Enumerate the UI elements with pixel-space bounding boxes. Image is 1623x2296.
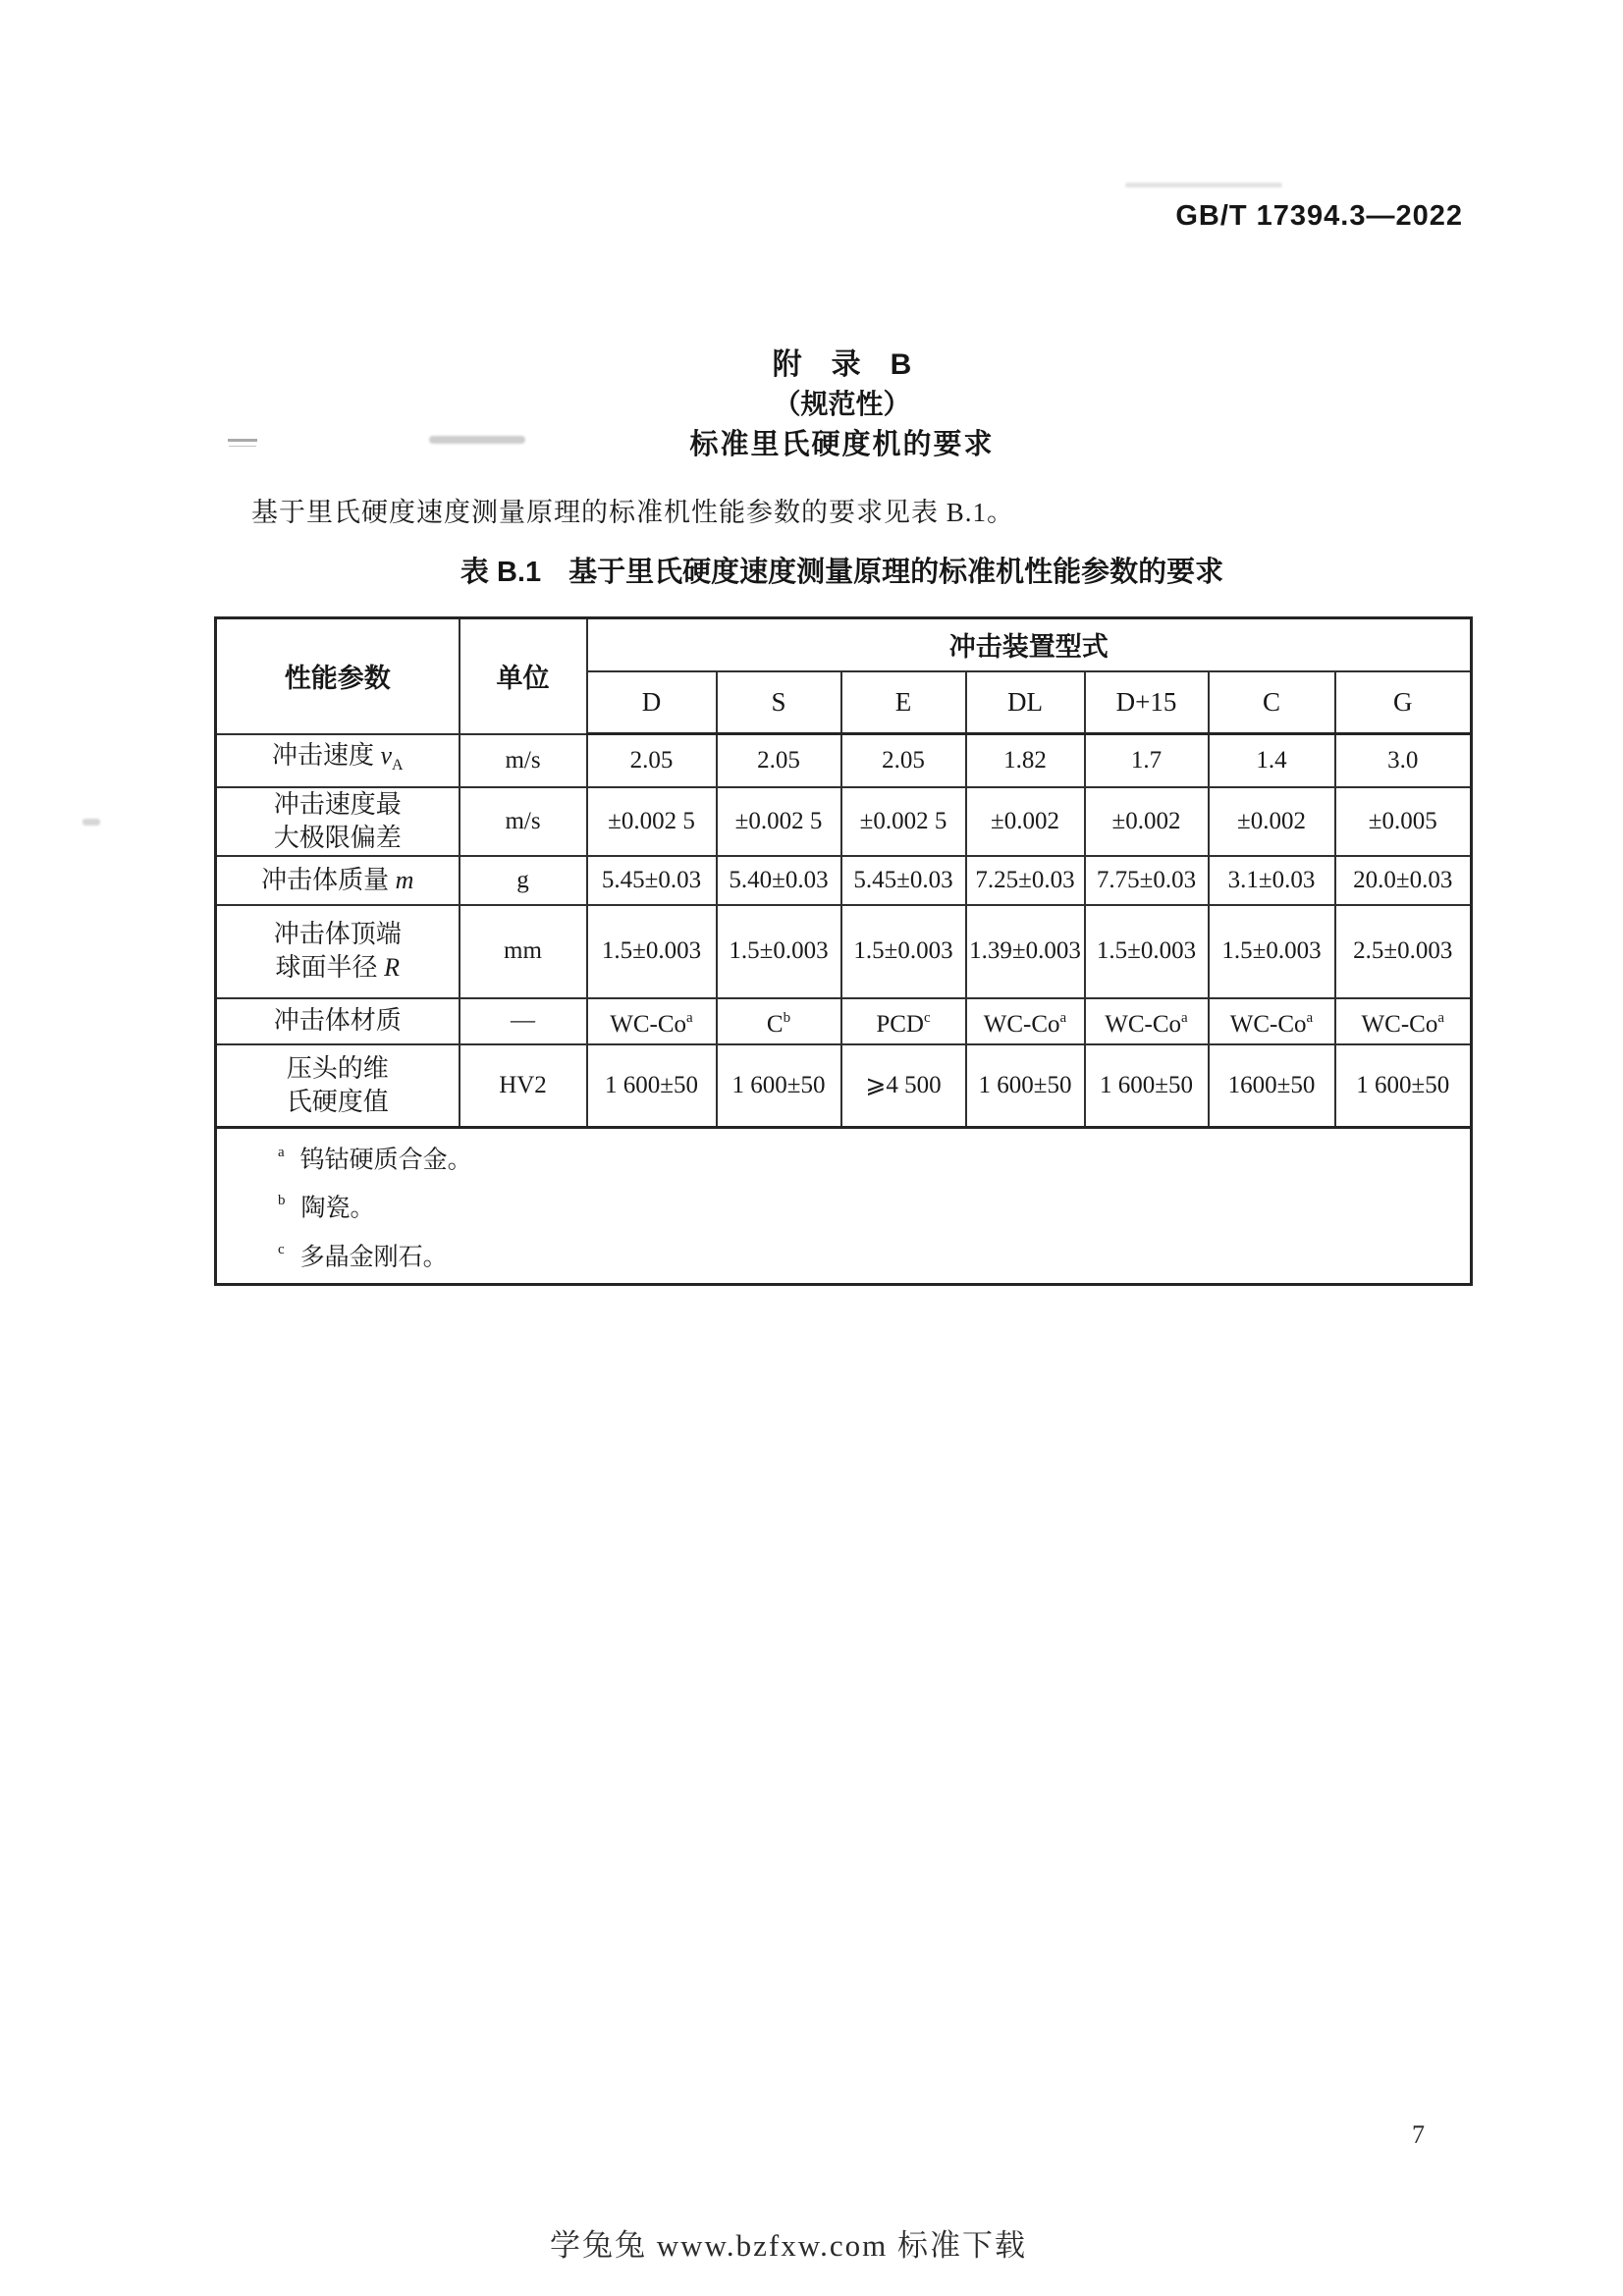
cell-text: WC-Co — [1229, 1010, 1307, 1038]
cell-text: 冲击体质量 — [261, 865, 396, 894]
cell-text: 1.82 — [1003, 746, 1047, 774]
footnote-marker: b — [278, 1193, 286, 1209]
cell-text: 1600±50 — [1227, 1071, 1316, 1098]
value-cell — [966, 856, 1085, 905]
row-label-cell — [216, 734, 460, 787]
header-unit: 单位 — [460, 618, 587, 734]
cell-text: 冲击速度 — [271, 740, 381, 770]
cell-text: HV2 — [499, 1071, 547, 1098]
cell-text: WC-Co — [1105, 1010, 1182, 1038]
cell-text: 1.5±0.003 — [1221, 937, 1322, 964]
footnotes-cell — [216, 1128, 1472, 1285]
cell-text: 1 600±50 — [731, 1071, 826, 1098]
cell-text: ±0.005 — [1368, 807, 1437, 834]
value-cell — [1209, 905, 1335, 998]
cell-text: 1 600±50 — [1356, 1071, 1450, 1098]
cell-text: 1.5±0.003 — [853, 937, 953, 964]
value-cell — [1085, 905, 1209, 998]
value-cell — [1085, 1044, 1209, 1128]
cell-text: mm — [504, 937, 542, 964]
value-cell — [966, 734, 1085, 787]
value-cell — [841, 905, 966, 998]
cell-text: 1.5±0.003 — [1096, 937, 1197, 964]
doc-number: GB/T 17394.3—2022 — [1175, 200, 1463, 232]
cell-text: 2.05 — [629, 746, 674, 774]
cell-text: ±0.002 5 — [734, 807, 823, 834]
row-label-cell — [216, 905, 460, 998]
cell-text: WC-Co — [983, 1010, 1060, 1038]
row-label-cell — [216, 1044, 460, 1128]
table-row — [216, 905, 1472, 998]
cell-text: ±0.002 — [991, 807, 1059, 834]
cell-text: 5.40±0.03 — [729, 866, 829, 893]
footnote-text: 钨钴硬质合金。 — [299, 1147, 472, 1174]
cell-text: 冲击速度最 — [273, 789, 402, 819]
cell-text: ±0.002 — [1111, 807, 1181, 834]
caption-text: 基于里氏硬度速度测量原理的标准机性能参数的要求 — [568, 557, 1224, 588]
cell-text: 3.0 — [1387, 746, 1419, 774]
value-cell — [841, 998, 966, 1044]
value-cell — [717, 734, 841, 787]
cell-text: 冲击体材质 — [273, 1006, 402, 1035]
value-cell — [587, 787, 717, 856]
cell-text: v — [380, 740, 392, 770]
table-row — [216, 734, 1472, 787]
cell-text: 5.45±0.03 — [601, 866, 702, 893]
unit-cell — [460, 1044, 587, 1128]
cell-text: a — [1181, 1009, 1188, 1026]
unit-cell — [460, 787, 587, 856]
cell-text: WC-Co — [610, 1010, 687, 1038]
row-label-cell — [216, 856, 460, 905]
appendix-title: 附 录 B — [772, 348, 912, 381]
footnote-text: 陶瓷。 — [300, 1195, 375, 1222]
cell-text: 1.5±0.003 — [601, 937, 702, 964]
cell-text: 7.25±0.03 — [975, 866, 1075, 893]
value-cell — [1085, 787, 1209, 856]
cell-text: 1 600±50 — [1100, 1071, 1193, 1098]
cell-text: 1 600±50 — [978, 1071, 1072, 1098]
value-cell — [1335, 734, 1472, 787]
value-cell — [1209, 1044, 1335, 1128]
cell-text: a — [1437, 1009, 1444, 1026]
value-cell — [587, 998, 717, 1044]
cell-text: g — [516, 866, 529, 893]
appendix-subtitle: （规范性） — [773, 389, 911, 419]
footnote-text: 多晶金刚石。 — [299, 1243, 448, 1270]
cell-text: a — [1059, 1009, 1067, 1026]
device-type-header: D+15 — [1085, 671, 1209, 734]
cell-text: 2.05 — [882, 746, 925, 774]
scan-artifact — [82, 819, 100, 826]
footnote-marker: a — [278, 1145, 285, 1160]
cell-text: m — [395, 865, 414, 894]
unit-cell — [460, 856, 587, 905]
cell-text: 氏硬度值 — [286, 1087, 389, 1116]
device-type-header: E — [841, 671, 966, 734]
value-cell — [1209, 787, 1335, 856]
cell-text: 1.5±0.003 — [729, 937, 829, 964]
cell-text: 1.4 — [1256, 746, 1287, 774]
device-type-header: C — [1209, 671, 1335, 734]
cell-text: 7.75±0.03 — [1096, 866, 1197, 893]
cell-text: b — [783, 1009, 791, 1026]
cell-text: 1 600±50 — [605, 1071, 698, 1098]
cell-text: 压头的维 — [286, 1053, 389, 1083]
cell-text: WC-Co — [1361, 1010, 1438, 1038]
header-device-group: 冲击装置型式 — [587, 618, 1472, 671]
value-cell — [587, 1044, 717, 1128]
header-param: 性能参数 — [216, 618, 460, 734]
value-cell — [841, 734, 966, 787]
intro-paragraph: 基于里氏硬度速度测量原理的标准机性能参数的要求见表 B.1。 — [251, 498, 1015, 527]
cell-text: ±0.002 5 — [608, 807, 695, 834]
table-row — [216, 787, 1472, 856]
value-cell — [1335, 1044, 1472, 1128]
cell-text: 1.39±0.003 — [969, 937, 1081, 964]
row-label-cell — [216, 998, 460, 1044]
cell-text: A — [392, 756, 404, 774]
footnote-line — [278, 1186, 1468, 1225]
footnotes-row — [216, 1128, 1472, 1285]
cell-text: PCD — [876, 1010, 924, 1038]
cell-text: m/s — [505, 807, 541, 834]
value-cell — [587, 856, 717, 905]
performance-table — [214, 616, 1473, 1286]
table-row — [216, 1044, 1472, 1128]
device-type-header: D — [587, 671, 717, 734]
caption-label: 表 B.1 — [460, 557, 542, 588]
device-type-header: G — [1335, 671, 1472, 734]
value-cell — [717, 856, 841, 905]
appendix-heading: 标准里氏硬度机的要求 — [689, 429, 995, 460]
device-type-header: S — [717, 671, 841, 734]
cell-text: 冲击体顶端 — [273, 920, 402, 948]
footer-watermark: 学兔兔 www.bzfxw.com 标准下载 — [550, 2228, 1027, 2263]
scan-artifact — [1125, 183, 1282, 187]
value-cell — [1335, 998, 1472, 1044]
page-number: 7 — [1412, 2120, 1425, 2149]
footnote-line — [278, 1235, 1468, 1274]
table-header-row — [216, 618, 1472, 671]
value-cell — [841, 787, 966, 856]
cell-text: 2.5±0.003 — [1353, 937, 1453, 964]
value-cell — [1209, 734, 1335, 787]
value-cell — [966, 1044, 1085, 1128]
value-cell — [1085, 734, 1209, 787]
value-cell — [717, 787, 841, 856]
value-cell — [966, 787, 1085, 856]
value-cell — [587, 905, 717, 998]
cell-text: ⩾4 500 — [865, 1071, 942, 1098]
footnote-marker: c — [278, 1241, 285, 1257]
cell-text: c — [923, 1009, 931, 1026]
table-caption — [214, 550, 1470, 590]
cell-text: 5.45±0.03 — [853, 866, 953, 893]
value-cell — [841, 1044, 966, 1128]
value-cell — [587, 734, 717, 787]
cell-text: 球面半径 — [275, 953, 385, 982]
row-label-cell — [216, 787, 460, 856]
cell-text: 3.1±0.03 — [1227, 866, 1316, 893]
table-row — [216, 998, 1472, 1044]
value-cell — [966, 905, 1085, 998]
unit-cell — [460, 905, 587, 998]
cell-text: 大极限偏差 — [273, 823, 402, 852]
cell-text: a — [686, 1009, 693, 1026]
table-row — [216, 856, 1472, 905]
value-cell — [1335, 856, 1472, 905]
cell-text: ±0.002 5 — [859, 807, 947, 834]
cell-text: 2.05 — [757, 746, 800, 774]
value-cell — [1085, 998, 1209, 1044]
value-cell — [1209, 998, 1335, 1044]
unit-cell — [460, 998, 587, 1044]
value-cell — [1335, 905, 1472, 998]
cell-text: m/s — [505, 746, 541, 774]
cell-text: a — [1306, 1009, 1314, 1026]
value-cell — [966, 998, 1085, 1044]
value-cell — [717, 905, 841, 998]
value-cell — [841, 856, 966, 905]
cell-text: — — [511, 1007, 535, 1034]
unit-cell — [460, 734, 587, 787]
value-cell — [717, 1044, 841, 1128]
value-cell — [717, 998, 841, 1044]
cell-text: C — [766, 1010, 784, 1038]
value-cell — [1085, 856, 1209, 905]
cell-text: 1.7 — [1130, 746, 1163, 774]
cell-text: ±0.002 — [1237, 807, 1306, 834]
value-cell — [1209, 856, 1335, 905]
device-type-header: DL — [966, 671, 1085, 734]
value-cell — [1335, 787, 1472, 856]
footnote-line — [278, 1138, 1468, 1177]
cell-text: 20.0±0.03 — [1353, 866, 1453, 893]
cell-text: R — [384, 953, 400, 982]
